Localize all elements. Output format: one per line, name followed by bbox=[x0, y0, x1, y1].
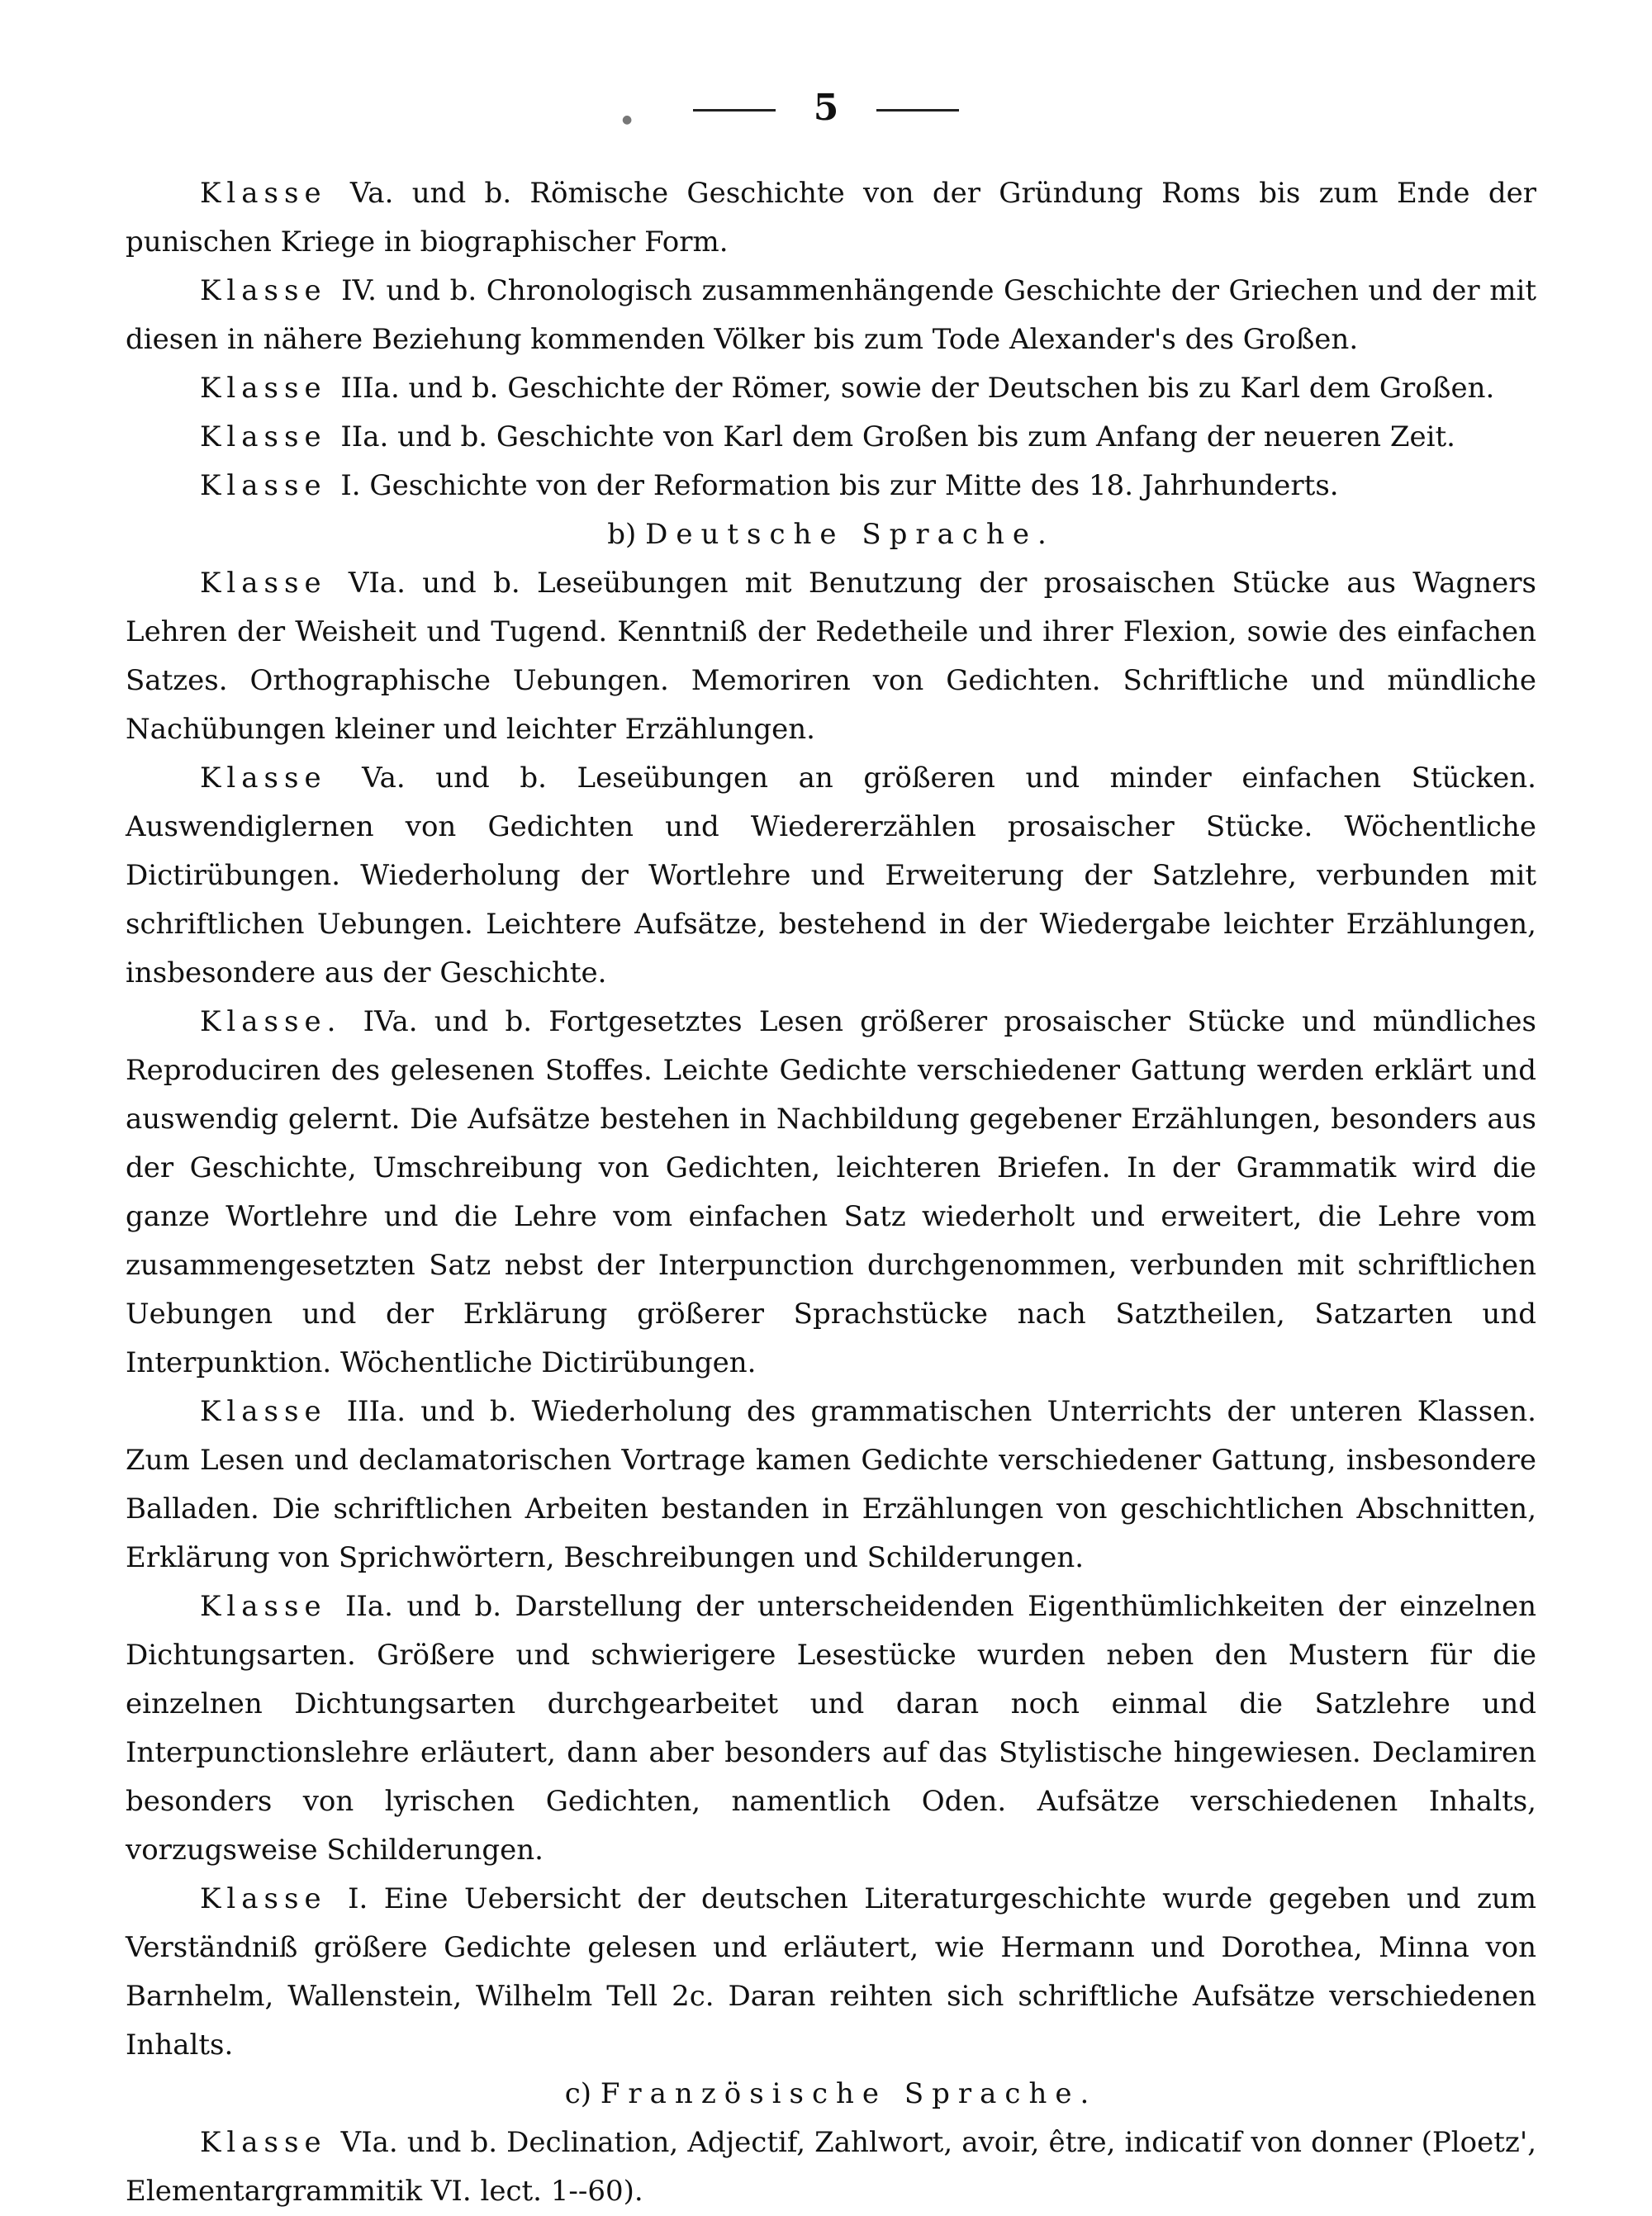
page-number: 5 bbox=[813, 87, 839, 129]
klasse-label: Klasse. bbox=[200, 1005, 342, 1038]
page-header bbox=[0, 87, 1652, 129]
klasse-paragraph bbox=[126, 1388, 1536, 1583]
klasse-label: Klasse bbox=[200, 469, 327, 502]
section-heading-title: Deutsche Sprache. bbox=[645, 518, 1055, 551]
paragraph-text: IIIa. und b. Wiederholung des grammatischen Unterrichts der unteren Klassen. Zum Lesen und declamatorischen Vortrage kamen Gedichte verschiedener Gattung, insbesondere Balladen. Die schriftlichen Arbeiten bestanden in Erzählungen von geschichtlichen Abschnitten, Erklärung von Sprichwörtern, Beschreibungen und Schilderungen. bbox=[126, 1395, 1536, 1574]
paragraph-text: VIa. und b. Declination, Adjectif, Zahlwort, avoir, être, indicatif von donner (Ploetz', Elementargrammitik VI. lect. 1--60). bbox=[126, 2126, 1536, 2208]
paragraph-text: Va. und b. Leseübungen an größeren und minder einfachen Stücken. Auswendiglernen von Gedichten und Wiedererzählen prosaischer Stücke. Wöchentliche Dictirübungen. Wiederholung der Wortlehre und Erweiterung der Satzlehre, verbunden mit schriftlichen Uebungen. Leichtere Aufsätze, bestehend in der Wiedergabe leichter Erzählungen, insbesondere aus der Geschichte. bbox=[126, 762, 1536, 989]
paragraph-text: IIa. und b. Darstellung der unterscheidenden Eigenthümlichkeiten der einzelnen Dichtungsarten. Größere und schwierigere Lesestücke wurden neben den Mustern für die einzelnen Dichtungsarten durchgearbeitet und daran noch einmal die Satzlehre und Interpunctionslehre erläutert, dann aber besonders auf das Stylistische hingewiesen. Declamiren besonders von lyrischen Gedichten, namentlich Oden. Aufsätze verschiedenen Inhalts, vorzugsweise Schilderungen. bbox=[126, 1590, 1536, 1867]
section-heading-prefix: c) bbox=[564, 2077, 591, 2110]
paragraph-text: IIa. und b. Geschichte von Karl dem Großen bis zum Anfang der neueren Zeit. bbox=[340, 420, 1455, 453]
klasse-paragraph bbox=[126, 559, 1536, 754]
klasse-label: Klasse bbox=[200, 762, 327, 795]
section-heading-title: Französische Sprache. bbox=[600, 2077, 1098, 2110]
klasse-label: Klasse bbox=[200, 1882, 327, 1915]
klasse-paragraph bbox=[126, 2119, 1536, 2216]
klasse-label: Klasse bbox=[200, 274, 327, 307]
paragraph-text: I. Geschichte von der Reformation bis zur Mitte des 18. Jahrhunderts. bbox=[340, 469, 1339, 502]
paragraph-text: I. Eine Uebersicht der deutschen Literaturgeschichte wurde gegeben und zum Verständniß größere Gedichte gelesen und erläutert, wie Hermann und Dorothea, Minna von Barnhelm, Wallenstein, Wilhelm Tell 2c. Daran reihten sich schriftliche Aufsätze verschiedenen Inhalts. bbox=[126, 1882, 1537, 2062]
section-heading bbox=[126, 510, 1536, 559]
klasse-label: Klasse bbox=[200, 177, 327, 210]
ink-dot: ● bbox=[622, 113, 633, 126]
paragraph-text: IIIa. und b. Geschichte der Römer, sowie der Deutschen bis zu Karl dem Großen. bbox=[340, 372, 1495, 405]
paragraph-text: VIa. und b. Leseübungen mit Benutzung der prosaischen Stücke aus Wagners Lehren der Weisheit und Tugend. Kenntniß der Redetheile und ihrer Flexion, sowie des einfachen Satzes. Orthographische Uebungen. Memoriren von Gedichten. Schriftliche und mündliche Nachübungen kleiner und leichter Erzählungen. bbox=[126, 567, 1537, 746]
document-body bbox=[126, 169, 1536, 2216]
klasse-paragraph bbox=[126, 413, 1536, 462]
klasse-paragraph bbox=[126, 754, 1536, 998]
klasse-label: Klasse bbox=[200, 2126, 327, 2159]
klasse-paragraph bbox=[126, 998, 1536, 1388]
klasse-label: Klasse bbox=[200, 567, 327, 600]
klasse-label: Klasse bbox=[200, 1395, 327, 1428]
klasse-label: Klasse bbox=[200, 1590, 327, 1623]
klasse-label: Klasse bbox=[200, 420, 327, 453]
klasse-paragraph bbox=[126, 364, 1536, 413]
section-heading-prefix: b) bbox=[607, 518, 637, 551]
section-heading bbox=[126, 2070, 1536, 2119]
header-rule-right bbox=[876, 109, 959, 112]
klasse-paragraph bbox=[126, 1583, 1536, 1875]
paragraph-text: Va. und b. Römische Geschichte von der Gründung Roms bis zum Ende der punischen Kriege in biographischer Form. bbox=[126, 177, 1536, 259]
klasse-paragraph bbox=[126, 267, 1536, 364]
klasse-paragraph bbox=[126, 462, 1536, 510]
paragraph-text: IV. und b. Chronologisch zusammenhängende Geschichte der Griechen und der mit diesen in nähere Beziehung kommenden Völker bis zum Tode Alexander's des Großen. bbox=[126, 274, 1536, 356]
klasse-paragraph bbox=[126, 169, 1536, 267]
klasse-label: Klasse bbox=[200, 372, 327, 405]
klasse-paragraph bbox=[126, 1875, 1536, 2070]
header-rule-left bbox=[693, 109, 776, 112]
paragraph-text: IVa. und b. Fortgesetztes Lesen größerer prosaischer Stücke und mündliches Reproduciren des gelesenen Stoffes. Leichte Gedichte verschiedener Gattung werden erklärt und auswendig gelernt. Die Aufsätze bestehen in Nachbildung gegebener Erzählungen, besonders aus der Geschichte, Umschreibung von Gedichten, leichteren Briefen. In der Grammatik wird die ganze Wortlehre und die Lehre vom einfachen Satz wiederholt und erweitert, die Lehre vom zusammengesetzten Satz nebst der Interpunction durchgenommen, verbunden mit schriftlichen Uebungen und der Erklärung größerer Sprachstücke nach Satztheilen, Satzarten und Interpunktion. Wöchentliche Dictirübungen. bbox=[126, 1005, 1536, 1379]
